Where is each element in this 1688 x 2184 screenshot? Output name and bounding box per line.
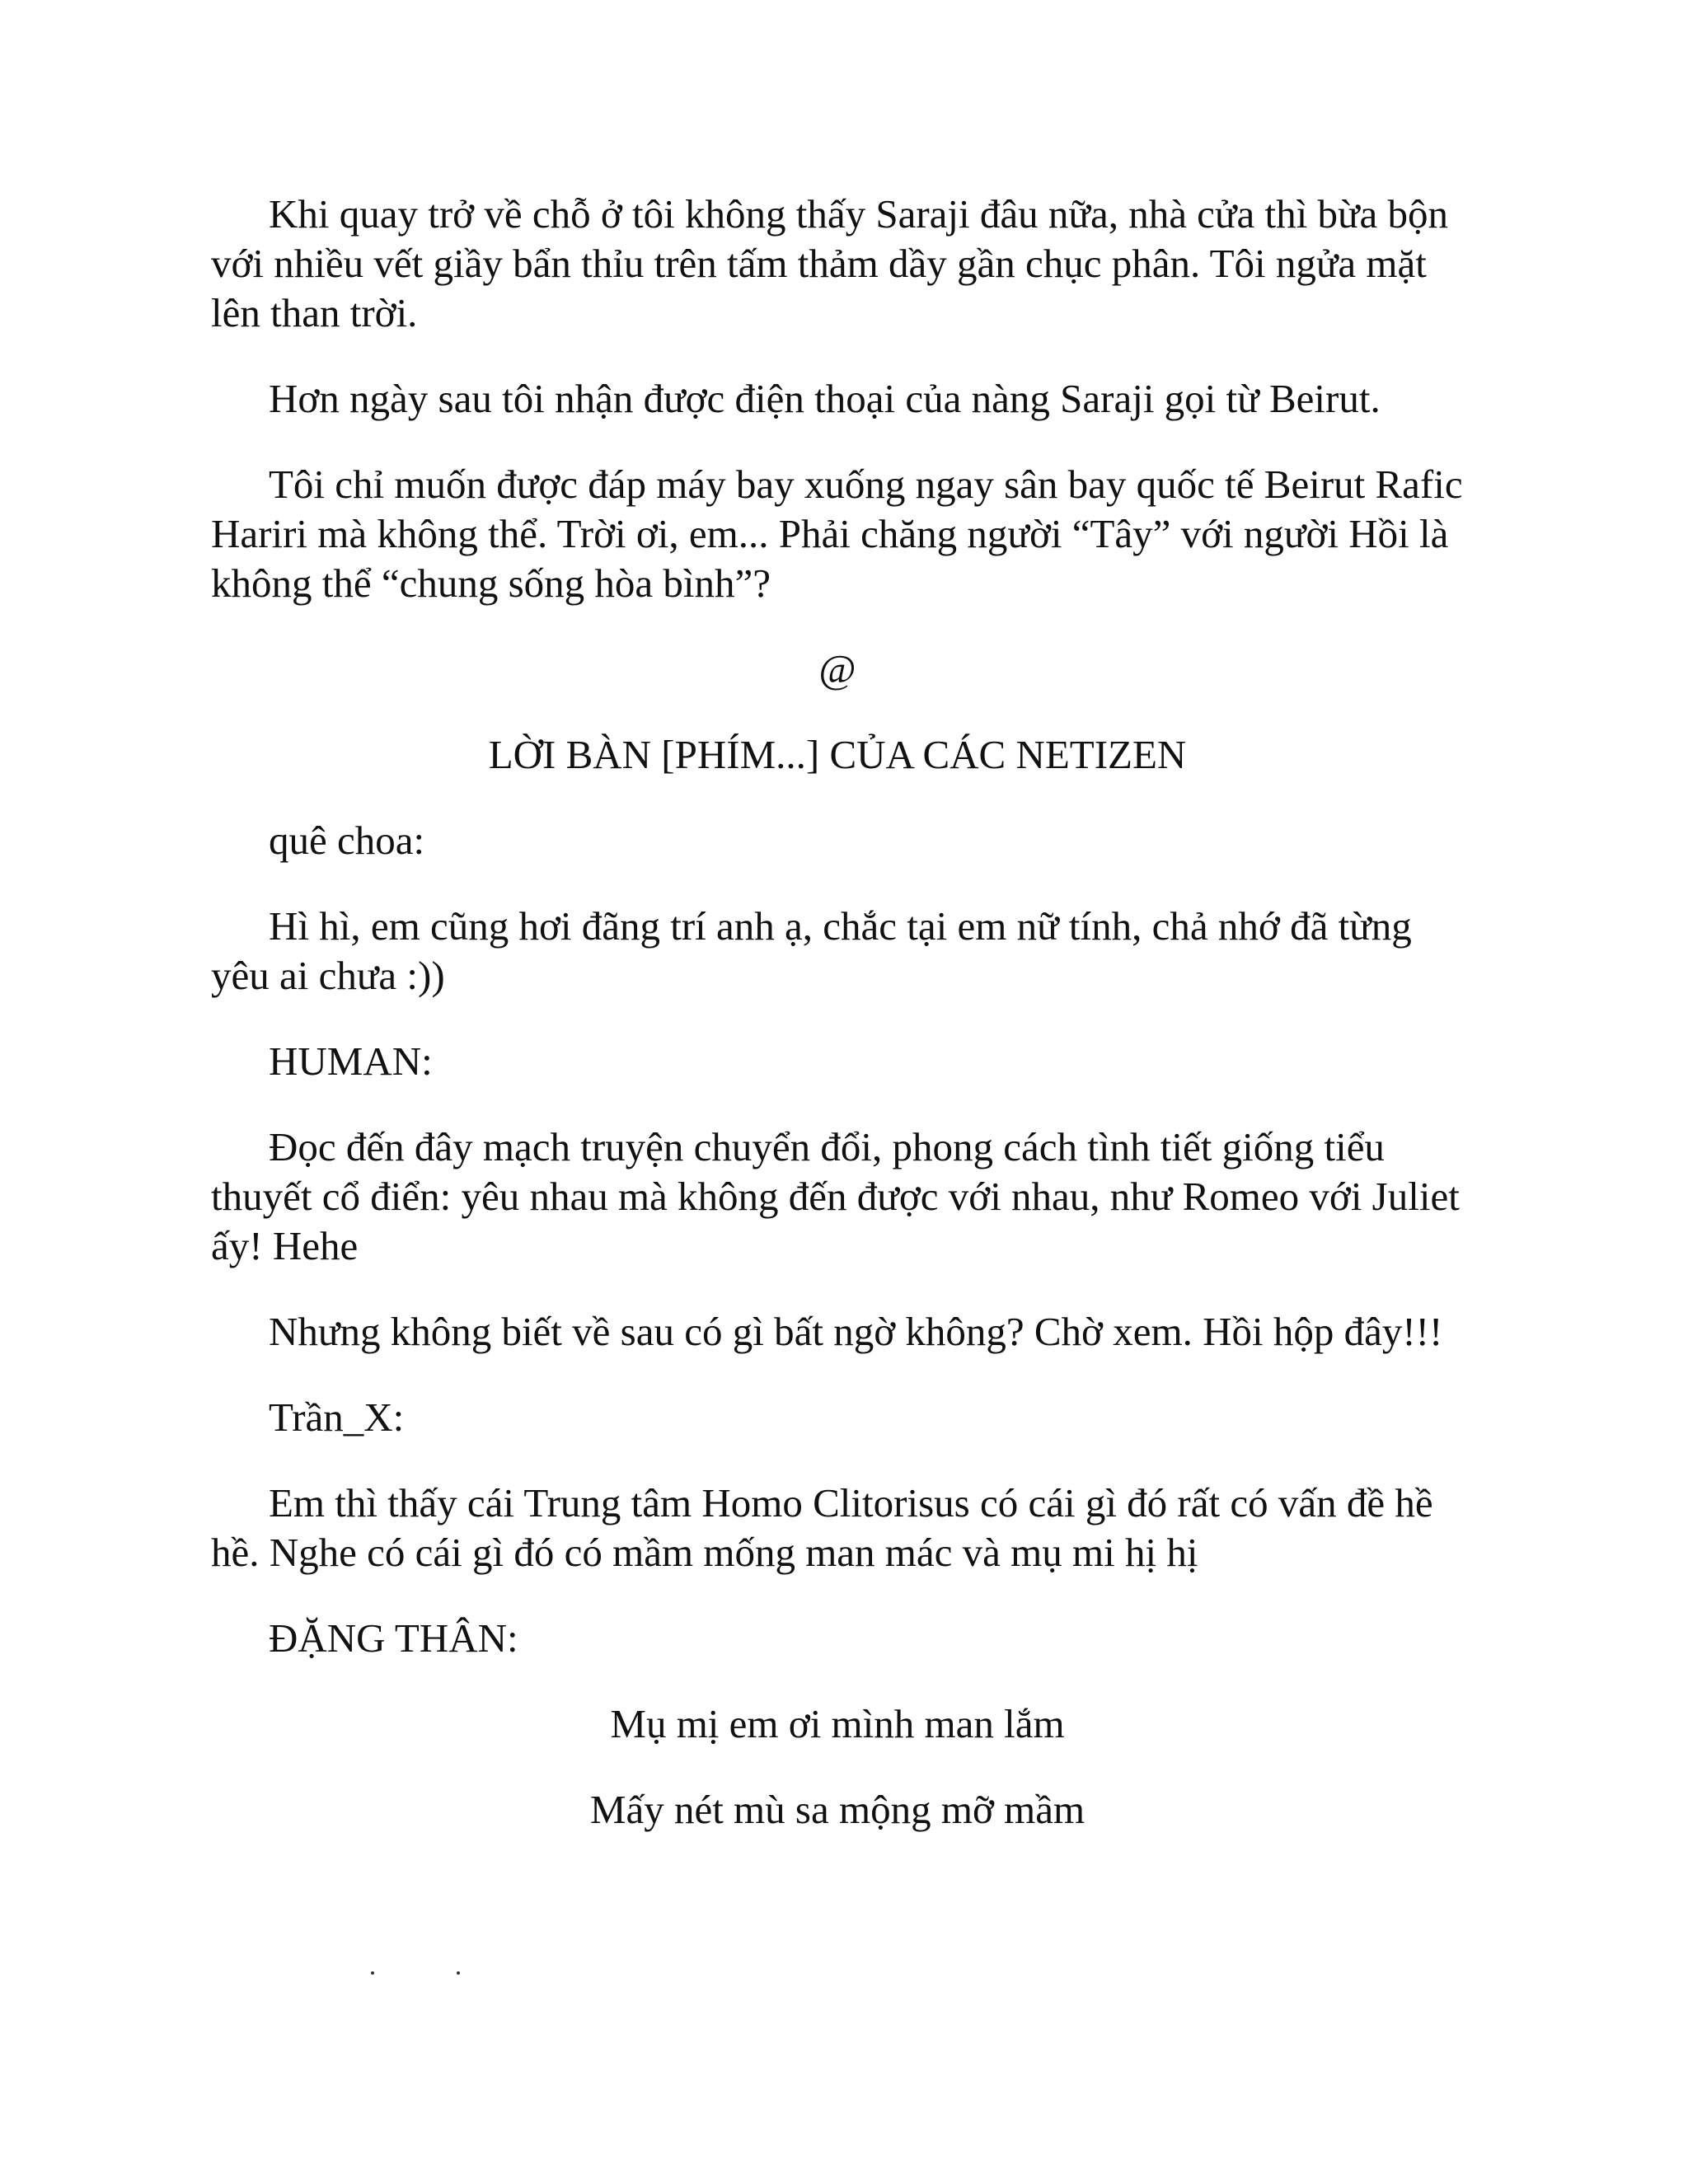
story-paragraph-1: Khi quay trở về chỗ ở tôi không thấy Saraji đâu nữa, nhà cửa thì bừa bộn với nhiều vết giầy bẩn thỉu trên tấm thảm dầy gần chục phân. Tôi ngửa mặt lên than trời. [211,191,1449,335]
comment-text: Nhưng không biết về sau có gì bất ngờ không? Chờ xem. Hồi hộp đây!!! [269,1309,1443,1354]
story-paragraph-2: Hơn ngày sau tôi nhận được điện thoại của nàng Saraji gọi từ Beirut. [269,376,1381,421]
section-title: LỜI BÀN [PHÍM...] CỦA CÁC NETIZEN [488,732,1187,777]
comment-author-human: HUMAN: [269,1038,433,1084]
comment-text: Hì hì, em cũng hơi đãng trí anh ạ, chắc tại em nữ tính, chả nhớ đã từng yêu ai chưa :)) [211,903,1412,998]
comment-text: Em thì thấy cái Trung tâm Homo Clitorisus có cái gì đó rất có vấn đề hề hề. Nghe có cái gì đó có mầm mống man mác và mụ mi hị hị [211,1480,1433,1575]
story-paragraph-3: Tôi chỉ muốn được đáp máy bay xuống ngay sân bay quốc tế Beirut Rafic Hariri mà không thể. Trời ơi, em... Phải chăng người “Tây” với người Hồi là không thể “chung sống hòa bình”? [211,462,1463,606]
document-body [211,190,1464,1871]
section-separator: @ [818,646,856,691]
comment-author-tran-x: Trần_X: [269,1394,405,1440]
cut-off-text-marks [354,1971,503,1980]
poem-line-2: Mấy nét mù sa mộng mỡ mầm [589,1787,1085,1832]
comment-author-dang-than: ĐẶNG THÂN: [269,1615,518,1661]
comment-text: Đọc đến đây mạch truyện chuyển đổi, phong cách tình tiết giống tiểu thuyết cổ điển: yêu nhau mà không đến được với nhau, như Romeo với Juliet ấy! Hehe [211,1124,1460,1268]
comment-author-que-choa: quê choa: [269,818,425,863]
poem-line-1: Mụ mị em ơi mình man lắm [610,1701,1065,1746]
